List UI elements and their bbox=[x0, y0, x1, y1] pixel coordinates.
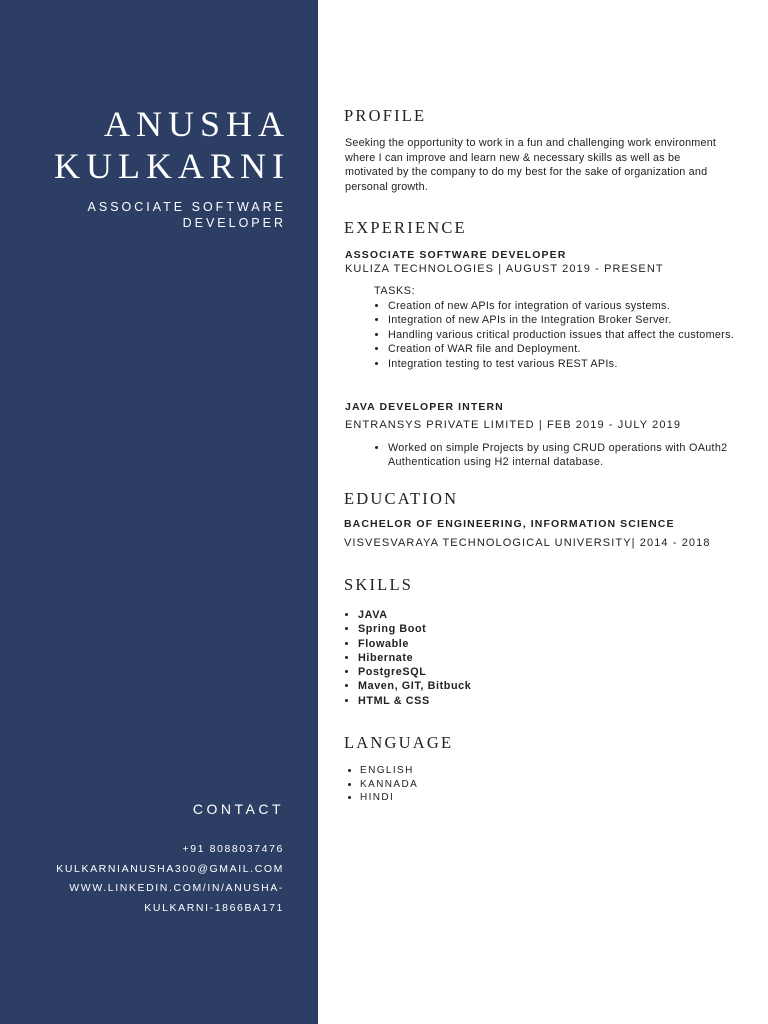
list-item: • Spring Boot bbox=[358, 622, 471, 636]
role-line-1: ASSOCIATE SOFTWARE bbox=[87, 200, 286, 214]
list-item: • Integration of new APIs in the Integration Broker Server. bbox=[388, 313, 748, 327]
candidate-name bbox=[54, 103, 290, 187]
job-title: ASSOCIATE SOFTWARE DEVELOPER bbox=[345, 249, 567, 261]
list-item: • Maven, GIT, Bitbuck bbox=[358, 679, 471, 693]
list-item: • Creation of WAR file and Deployment. bbox=[388, 342, 748, 356]
contact-email[interactable]: KULKARNIANUSHA300@GMAIL.COM bbox=[56, 862, 284, 875]
name-first: ANUSHA bbox=[103, 104, 290, 144]
list-item: • HTML & CSS bbox=[358, 694, 471, 708]
contact-heading: CONTACT bbox=[192, 801, 284, 817]
language-list bbox=[346, 764, 418, 805]
job-company: KULIZA TECHNOLOGIES | AUGUST 2019 - PRESENT bbox=[345, 263, 664, 275]
profile-text: Seeking the opportunity to work in a fun and challenging work environment where I can improve and learn new & necessary skills as well as be motivated by the company to do my best for the sake of organization and personal growth. bbox=[345, 137, 717, 193]
list-item: • JAVA bbox=[358, 608, 471, 622]
list-item: • KANNADA bbox=[360, 778, 418, 792]
language-heading: LANGUAGE bbox=[344, 733, 454, 752]
job-role bbox=[88, 199, 286, 231]
skills-heading: SKILLS bbox=[344, 575, 414, 594]
list-item: • Creation of new APIs for integration of various systems. bbox=[388, 299, 748, 313]
list-item: • Hibernate bbox=[358, 651, 471, 665]
contact-list bbox=[56, 840, 284, 918]
school: VISVESVARAYA TECHNOLOGICAL UNIVERSITY| 2014 - 2018 bbox=[344, 537, 711, 549]
job-bullets bbox=[374, 299, 748, 371]
experience-heading: EXPERIENCE bbox=[344, 218, 467, 237]
tasks-label: TASKS: bbox=[374, 285, 416, 297]
list-item: • Worked on simple Projects by using CRUD operations with OAuth2 Authentication using H2 internal database. bbox=[388, 441, 733, 470]
contact-phone: +91 8088037476 bbox=[182, 843, 284, 855]
list-item: • ENGLISH bbox=[360, 764, 418, 778]
job-bullets bbox=[374, 441, 733, 470]
skills-list bbox=[344, 608, 471, 708]
list-item: • Integration testing to test various REST APIs. bbox=[388, 357, 748, 371]
list-item: • HINDI bbox=[360, 791, 418, 805]
education-heading: EDUCATION bbox=[344, 489, 459, 508]
profile-heading: PROFILE bbox=[344, 106, 427, 125]
list-item: • Handling various critical production issues that affect the customers. bbox=[388, 328, 748, 342]
list-item: • Flowable bbox=[358, 637, 471, 651]
sidebar bbox=[0, 0, 318, 1024]
job-company: ENTRANSYS PRIVATE LIMITED | FEB 2019 - JULY 2019 bbox=[345, 419, 682, 431]
contact-linkedin-2[interactable]: KULKARNI-1866BA171 bbox=[144, 901, 284, 914]
role-line-2: DEVELOPER bbox=[182, 216, 286, 230]
job-title: JAVA DEVELOPER INTERN bbox=[345, 401, 504, 413]
list-item: • PostgreSQL bbox=[358, 665, 471, 679]
contact-linkedin-1[interactable]: WWW.LINKEDIN.COM/IN/ANUSHA- bbox=[69, 882, 284, 895]
degree: BACHELOR OF ENGINEERING, INFORMATION SCIENCE bbox=[344, 518, 675, 530]
name-last: KULKARNI bbox=[54, 146, 290, 186]
